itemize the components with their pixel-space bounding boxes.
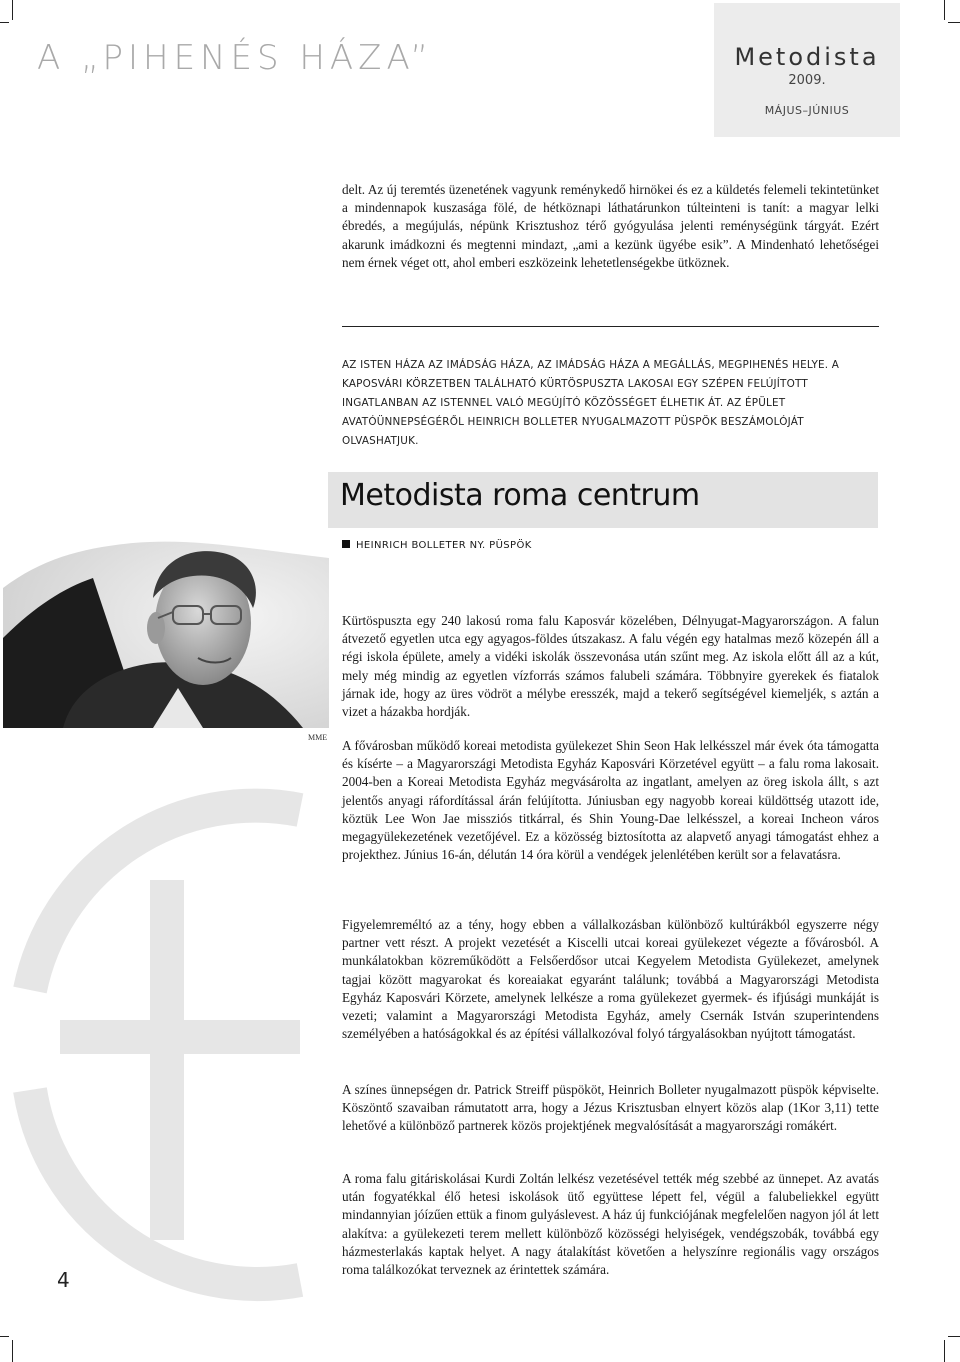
crop-mark-top-right-h	[948, 22, 960, 23]
title-banner	[328, 472, 878, 528]
crop-mark-bottom-right-h	[948, 1336, 960, 1337]
magazine-masthead	[714, 3, 900, 137]
square-bullet-icon	[342, 540, 350, 548]
body-paragraph-5: A roma falu gitáriskolásai Kurdi Zoltán lelkész vezetésével tették még szebbé az ünnepet. Az avatás után fogyatékkal élő hetesi iskolások ütő együttese lépett fel, végül a falubeliekkel együtt mindannyian jóízűen ettük a finom gulyáslevest. A ház új funkciójának megfelelően nagyon jól át lett alakítva: a gyülekezeti terem mellett különböző közösségi helyiségek, vendégszobák, továbbá egy házmesterlakás kaptak helyet. A nagy átalakítást követően a helyszínre regionális vagy országos roma találkozókat terveznek az érintettek számára.	[342, 1171, 879, 1278]
body-paragraph-1: Kürtöspuszta egy 240 lakosú roma falu Kaposvár közelében, Délnyugat-Magyarországon. A falun átvezető egyetlen utca egy agyagos-földes útszakasz. A falu végén egy hatalmas mező közepén áll a régi iskola épülete, amely a vidéki iskolák összevonása után szűnt meg. Az iskola előtt áll az a kút, mely még mindig az egyetlen vízforrás számos falubeli számára. Többnyire gyerekek és fiatalok járnak ide, hogy az üres vödröt a mélybe eresszék, majd a tekerő segítségével kiemeljék, s aztán a vizet a házakba hordják.	[342, 613, 879, 720]
crop-mark-top-left-v	[12, 0, 13, 20]
magazine-name: Metodista	[734, 43, 880, 71]
portrait-photo-icon	[3, 528, 329, 728]
body-paragraph-2: A fővárosban működő koreai metodista gyülekezet Shin Seon Hak lelkésszel már évek óta támogatta és kísérte – a Magyarországi Metodista Egyház Kaposvári Körzetével együtt – a falu roma lakosait. 2004-ben a Koreai Metodista Egyház megvásárolta az ingatlant, amelyen az öreg iskola állt, s azt jelentős anyagi ráfordítással árán felújította. Júniusban egy nagyobb koreai küldöttség utazott ide, köztük Lee Won Jae missziós titkárral, és Shin Young-Dae lelkésszel, a koreai Incheon város megagyülekezetének vezetőjével. Ez a közösség biztosította az alapvető anyagi támogatást ehhez a projekthez. Június 16-án, délután 14 óra körül a vendégek jelenlétében került sor a felavatásra.	[342, 738, 879, 863]
author-line	[342, 540, 532, 551]
body-paragraph-4: A színes ünnepségen dr. Patrick Streiff püspököt, Heinrich Bolleter nyugalmazott püspök képviselte. Köszöntő szavaiban rámutatott arra, hogy a Jézus Krisztusban elnyert közös alap (1Kor 3,11) tette lehetővé a különböző partnerek közös projektjének megvalósítását a magyarországi romákért.	[342, 1082, 879, 1134]
body-paragraph-3: Figyelemreméltó az a tény, hogy ebben a vállalkozásban különböző kultúrákból egyszerre négy partner vett részt. A projekt vezetését a Kiscelli utcai koreai gyülekezet végezte a fővárosból. A munkálatokban közreműködött a Felsőerdősor utcai Kegyelem Metodista Gyülekezet, amelynek tagjai között magyarokat és koreaiakat egyaránt találunk; továbbá a Magyarországi Metodista Egyház Kaposvári Körzete, amelynek lelkésze a roma gyülekezet gyermek- és ifjúsági munkáját is vezeti; valamint a Magyarországi Metodista Egyház, amely Csernák István szuperintendens személyében a hatóságokkal és az építési vállalkozóval folyó tárgyalásokban nyújtott támogatást.	[342, 917, 879, 1042]
author-name: HEINRICH BOLLETER NY. PÜSPÖK	[356, 540, 532, 551]
author-photo	[3, 528, 329, 728]
article-lead: AZ ISTEN HÁZA AZ IMÁDSÁG HÁZA, AZ IMÁDSÁG HÁZA A MEGÁLLÁS, MEGPIHENÉS HELYE. A KAPOSVÁRI KÖRZETBEN TALÁLHATÓ KÜRTÖSPUSZTA LAKOSAI EGY SZÉPEN FELÚJÍTOTT INGATLANBAN AZ ISTENNEL VALÓ MEGÚJÍTÓ KÖZÖSSÉGET ÉLHETIK ÁT. AZ ÉPÜLET AVATÓÜNNEPSÉGÉRŐL HEINRICH BOLLETER NYUGALMAZOTT PÜSPÖK BESZÁMOLÓJÁT OLVASHATJUK.	[342, 359, 840, 447]
issue-months: MÁJUS–JÚNIUS	[764, 104, 850, 117]
church-logo-watermark-icon	[0, 760, 330, 1360]
divider-rule	[342, 326, 879, 327]
issue-year: 2009.	[788, 73, 826, 88]
crop-mark-bottom-right-v	[944, 1340, 945, 1362]
page-number: 4	[57, 1268, 70, 1292]
crop-mark-top-right-v	[944, 0, 945, 20]
section-title: A „PIHENÉS HÁZA”	[37, 38, 434, 78]
article-title: Metodista roma centrum	[340, 478, 700, 513]
photo-credit: MME	[308, 733, 328, 742]
intro-paragraph: delt. Az új teremtés üzenetének vagyunk reménykedő hirnökei és ez a küldetés felemeli tekintetünket a mindennapok kuszasága fölé, de hétköznapi láthatárunkon túlteinteni is tanít: a magyar lelki ébredés, a megújulás, népünk Krisztushoz térő gyógyulása jelenti reménységünk tárgyát. Ezért akarunk imádkozni és megtenni mindazt, „ami a kezünk ügyébe esik”. A Mindenható lehetőségei nem érnek véget ott, ahol emberi eszközeink lehetetlenségekbe ütköznek.	[342, 182, 879, 270]
crop-mark-top-left-h	[0, 22, 9, 23]
